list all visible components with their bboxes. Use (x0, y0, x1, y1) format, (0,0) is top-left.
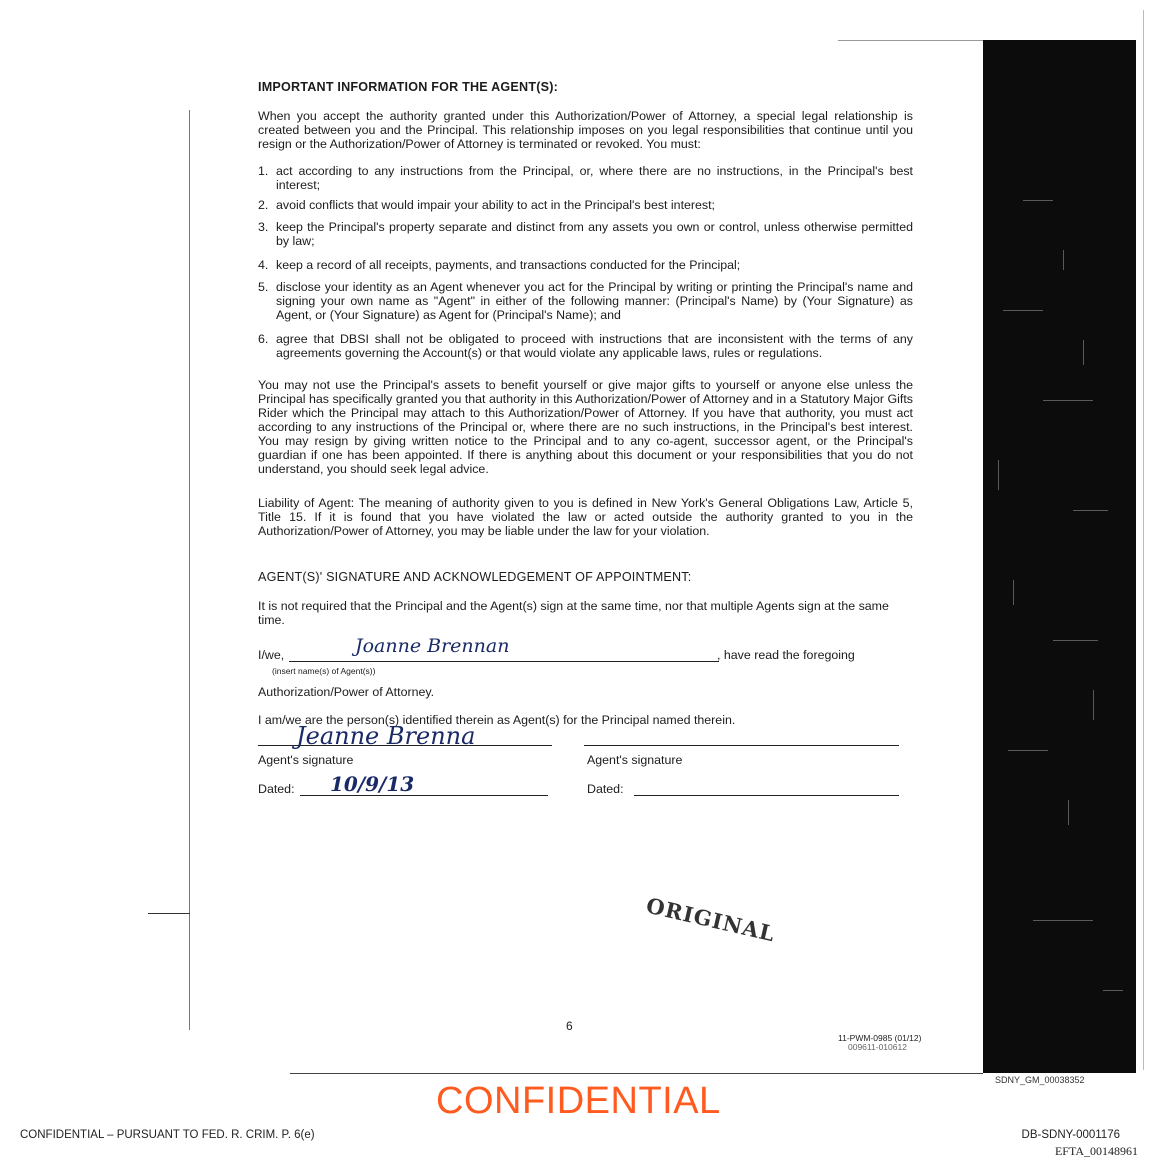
list-item-text: keep the Principal's property separate and distinct from any assets you own or control, unless otherwise permitted by law; (276, 220, 913, 248)
list-item (258, 164, 913, 192)
time-paragraph: It is not required that the Principal and the Agent(s) sign at the same time, nor that multiple Agents sign at the same time. (258, 599, 889, 627)
insert-names-caption: (insert name(s) of Agent(s)) (272, 666, 376, 676)
intro-paragraph: When you accept the authority granted under this Authorization/Power of Attorney, a special legal relationship is created between you and the Principal. This relationship imposes on you legal responsibilities that continue until you resign or the Authorization/Power of Attorney is terminated or revoked. You must: (258, 109, 913, 151)
list-item-number: 6. (258, 332, 269, 346)
dated-label-1: Dated: (258, 782, 295, 796)
handwritten-signature: Jeanne Brenna (296, 722, 476, 750)
list-item-text: disclose your identity as an Agent whenever you act for the Principal by writing or printing the Principal's name and signing your own name as "Agent" in either of the following manner: (Principal's Name) by (Your Signature) as Agent, or (Your Signature) as Agent for (Principal's Name); and (276, 280, 913, 322)
scan-left-tick (148, 913, 190, 914)
list-item (258, 198, 913, 212)
list-item (258, 280, 913, 322)
list-item-text: agree that DBSI shall not be obligated to proceed with instructions that are inconsistent with the terms of any agreements governing the Account(s) or that would violate any applicable laws, rules or regulations. (276, 332, 913, 360)
list-item (258, 332, 913, 360)
list-item-number: 1. (258, 164, 269, 178)
agent-signature-label-2: Agent's signature (587, 753, 683, 767)
iwe-label: I/we, (258, 648, 285, 662)
confidential-banner: CONFIDENTIAL (436, 1080, 721, 1122)
page-number: 6 (566, 1019, 573, 1033)
scan-bottom-rule (290, 1073, 983, 1074)
agent-signature-line-2 (584, 745, 899, 746)
list-item (258, 258, 913, 272)
heading-agent-info: IMPORTANT INFORMATION FOR THE AGENT(S): (258, 80, 558, 94)
identified-line: I am/we are the person(s) identified therein as Agent(s) for the Principal named therein. (258, 713, 736, 727)
list-item (258, 220, 913, 248)
scan-right-edge-line (1143, 10, 1144, 1070)
list-item-number: 2. (258, 198, 269, 212)
scan-top-rule (838, 40, 983, 41)
poa-line: Authorization/Power of Attorney. (258, 685, 435, 699)
heading-signature: AGENT(S)' SIGNATURE AND ACKNOWLEDGEMENT OF APPOINTMENT: (258, 570, 692, 584)
footer-bates-number: DB-SDNY-0001176 (1021, 1129, 1120, 1141)
efta-number: EFTA_00148961 (1054, 1144, 1138, 1158)
dated-label-2: Dated: (587, 782, 624, 796)
list-item-text: act according to any instructions from the Principal, or, where there are no instructions, in the Principal's best interest; (276, 164, 913, 192)
original-stamp: ORIGINAL (643, 892, 778, 947)
list-item-number: 5. (258, 280, 269, 294)
iwe-suffix: , have read the foregoing (717, 648, 855, 662)
list-item-text: avoid conflicts that would impair your ability to act in the Principal's best interest; (276, 198, 715, 212)
list-item-number: 3. (258, 220, 269, 234)
handwritten-agent-name: Joanne Brennan (355, 635, 510, 657)
dated-line-2 (634, 795, 899, 796)
scan-left-margin-line (189, 110, 190, 1030)
redaction-block (983, 40, 1136, 1073)
footer-confidential-notice: CONFIDENTIAL – PURSUANT TO FED. R. CRIM. P. 6(e) (20, 1129, 315, 1141)
gifts-paragraph: You may not use the Principal's assets to benefit yourself or give major gifts to yourself or anyone else unless the Principal has specifically granted you that authority in this Authorization/Power of Attorney and in a Statutory Major Gifts Rider which the Principal may attach to this Authorization/Power of Attorney. If you have that authority, you must act according to any instructions of the Principal or, where there are no such instructions, in the Principal's best interest. You may resign by giving written notice to the Principal and to any co-agent, successor agent, or the Principal's guardian if one has been appointed. If there is anything about this document or your responsibilities that you do not understand, you should seek legal advice. (258, 378, 913, 476)
liability-paragraph: Liability of Agent: The meaning of authority given to you is defined in New York's General Obligations Law, Article 5, Title 15. If it is found that you have violated the law or acted outside the authority granted to you in the Authorization/Power of Attorney, you may be liable under the law for your violation. (258, 496, 913, 538)
list-item-text: keep a record of all receipts, payments, and transactions conducted for the Principal; (276, 258, 741, 272)
sdny-bates-stamp: SDNY_GM_00038352 (995, 1075, 1085, 1085)
agent-signature-label-1: Agent's signature (258, 753, 354, 767)
handwritten-date: 10/9/13 (330, 772, 415, 796)
agent-name-line (289, 661, 719, 662)
form-code: 11-PWM-0985 (01/12) 009611-010612 (838, 1033, 922, 1052)
list-item-number: 4. (258, 258, 269, 272)
